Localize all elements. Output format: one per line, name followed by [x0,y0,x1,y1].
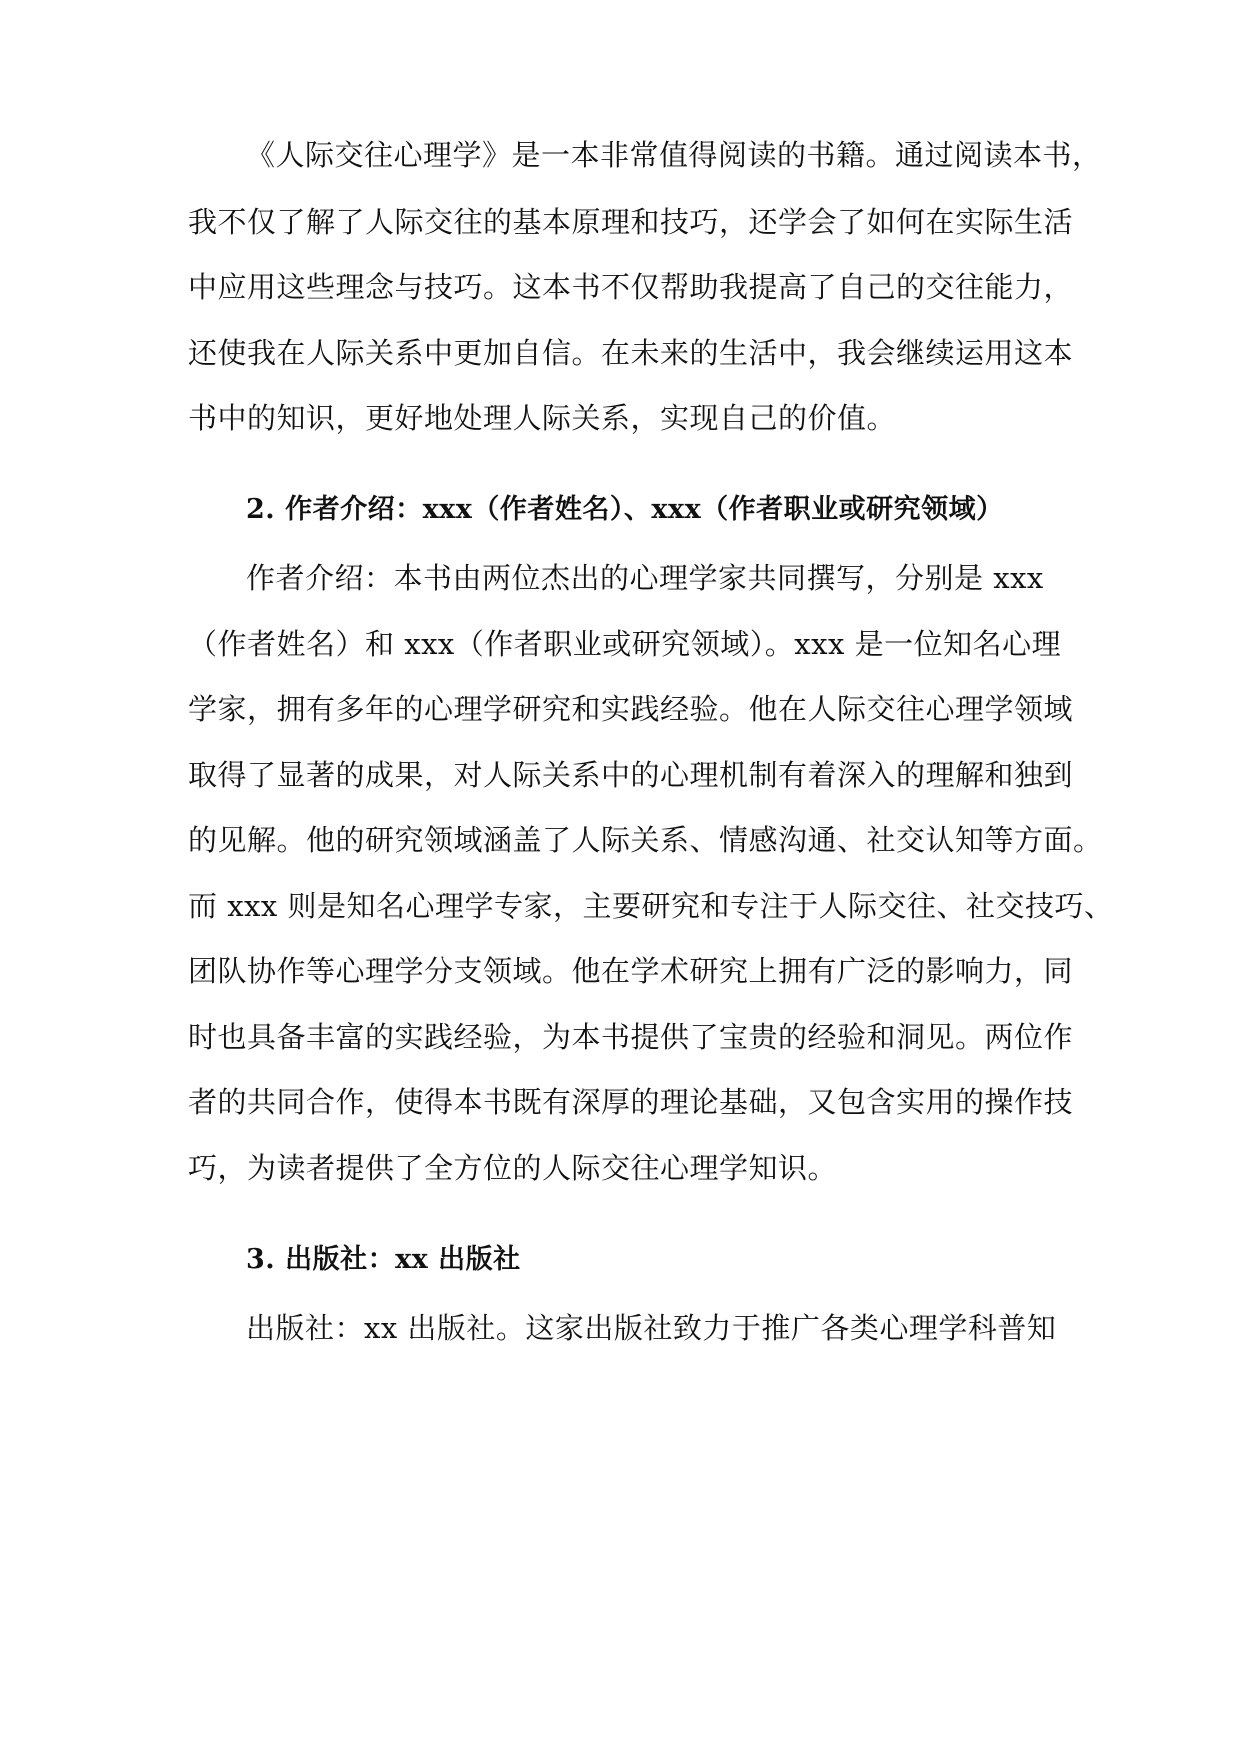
paragraph-line: 出版社：xx 出版社。这家出版社致力于推广各类心理学科普知 [246,1311,1057,1345]
paragraph-line: （作者姓名）和 xxx（作者职业或研究领域）。xxx 是一位知名心理 [188,627,1062,661]
paragraph-line: 作者介绍：本书由两位杰出的心理学家共同撰写，分别是 xxx [246,561,1044,595]
paragraph-line: 巧，为读者提供了全方位的人际交往心理学知识。 [188,1151,838,1185]
paragraph-line: 中应用这些理念与技巧。这本书不仅帮助我提高了自己的交往能力， [188,270,1074,304]
section-heading-author: 2. 作者介绍：xxx（作者姓名）、xxx（作者职业或研究领域） [246,494,1004,525]
paragraph-line: 学家，拥有多年的心理学研究和实践经验。他在人际交往心理学领域 [188,692,1074,726]
paragraph-line: 团队协作等心理学分支领域。他在学术研究上拥有广泛的影响力，同 [188,954,1074,988]
paragraph-line: 而 xxx 则是知名心理学专家，主要研究和专注于人际交往、社交技巧、 [188,889,1114,923]
section-heading-publisher: 3. 出版社：xx 出版社 [246,1244,521,1275]
paragraph-line: 《人际交往心理学》是一本非常值得阅读的书籍。通过阅读本书， [246,138,1102,172]
paragraph-line: 我不仅了解了人际交往的基本原理和技巧，还学会了如何在实际生活 [188,205,1074,239]
paragraph-line: 还使我在人际关系中更加自信。在未来的生活中，我会继续运用这本 [188,336,1074,370]
paragraph-line: 的见解。他的研究领域涵盖了人际关系、情感沟通、社交认知等方面。 [188,823,1103,857]
paragraph-line: 者的共同合作，使得本书既有深厚的理论基础，又包含实用的操作技 [188,1085,1074,1119]
paragraph-line: 时也具备丰富的实践经验，为本书提供了宝贵的经验和洞见。两位作 [188,1020,1074,1054]
paragraph-line: 取得了显著的成果，对人际关系中的心理机制有着深入的理解和独到 [188,758,1074,792]
paragraph-line: 书中的知识，更好地处理人际关系，实现自己的价值。 [188,401,897,435]
